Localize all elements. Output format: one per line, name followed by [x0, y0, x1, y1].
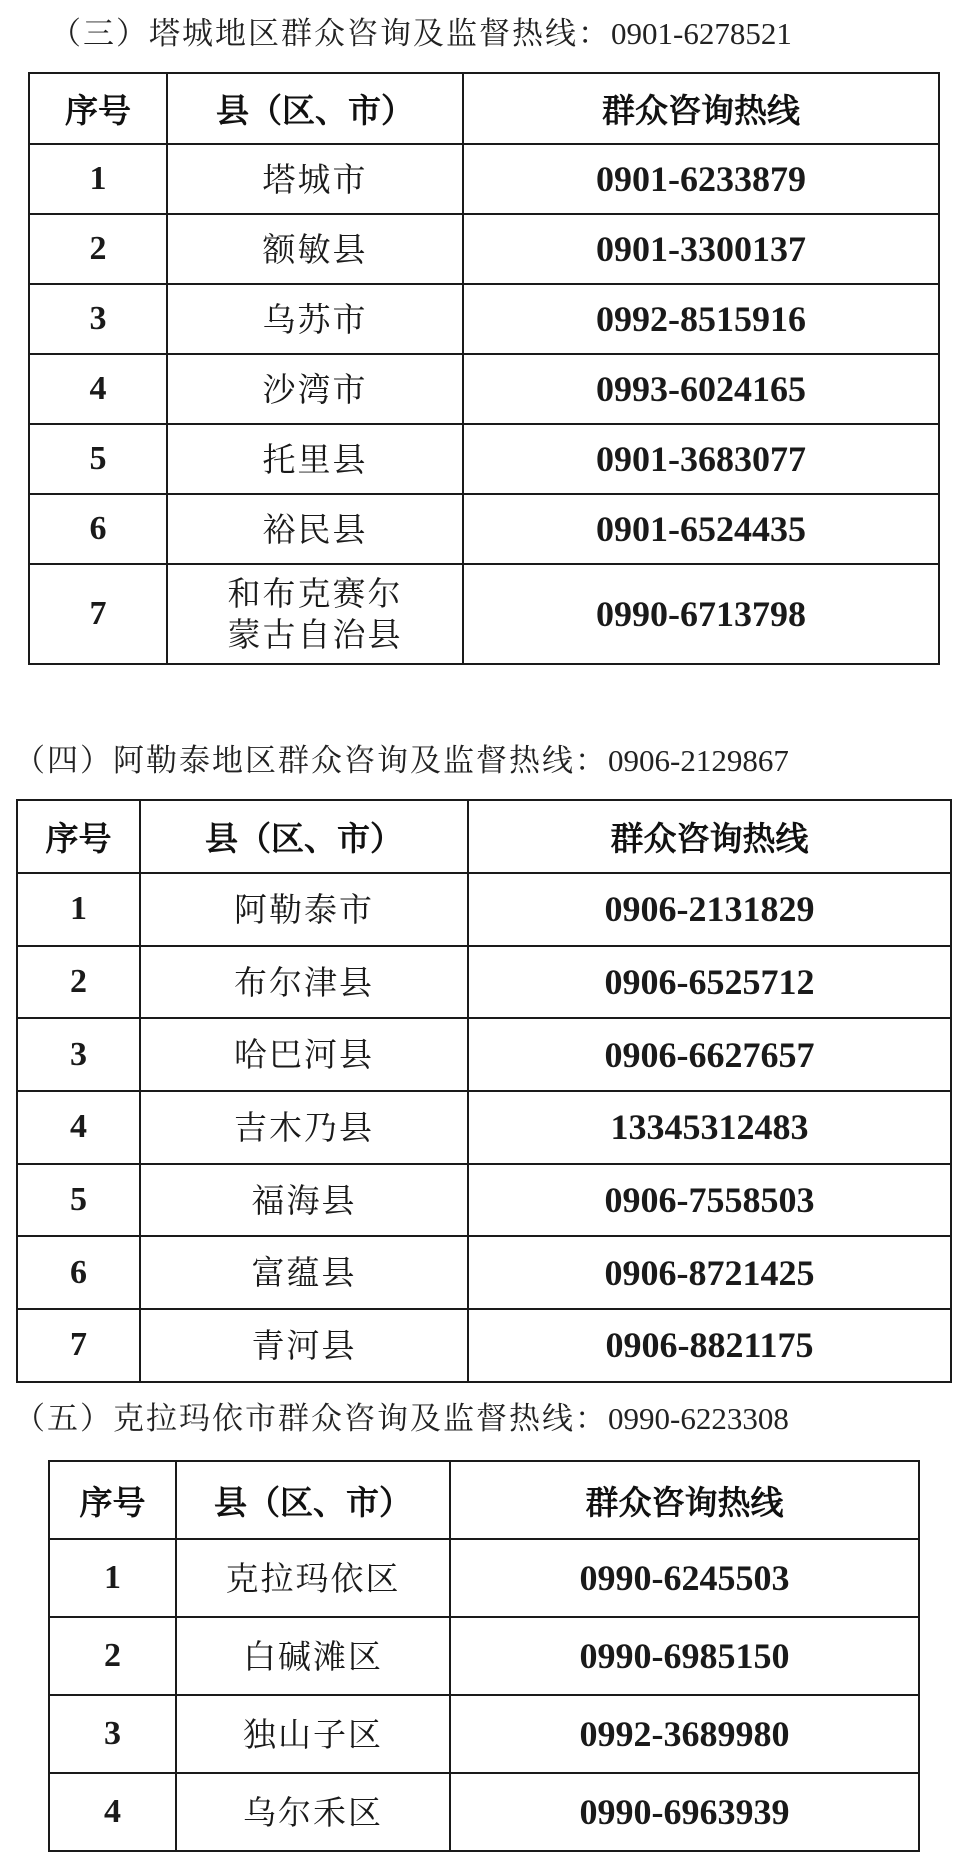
- row-county: 哈巴河县: [140, 1018, 468, 1091]
- table-row: [49, 1617, 919, 1695]
- table-row: [29, 354, 939, 424]
- table-header-row: [29, 73, 939, 144]
- row-phone: 13345312483: [468, 1091, 951, 1164]
- row-county: 乌苏市: [167, 284, 463, 354]
- section-title-text: （五）克拉玛依市群众咨询及监督热线：: [14, 1401, 608, 1437]
- table-row: [17, 1236, 951, 1309]
- row-index: 1: [29, 144, 167, 214]
- row-phone: 0906-7558503: [468, 1164, 951, 1237]
- table-row: [49, 1773, 919, 1851]
- row-index: 4: [29, 354, 167, 424]
- row-index: 2: [49, 1617, 176, 1695]
- header-county: 县（区、市）: [140, 800, 468, 873]
- section-title-text: （四）阿勒泰地区群众咨询及监督热线：: [14, 743, 608, 779]
- row-phone: 0906-6627657: [468, 1018, 951, 1091]
- row-phone: 0901-3683077: [463, 424, 939, 494]
- row-county: 阿勒泰市: [140, 873, 468, 946]
- row-index: 7: [17, 1309, 140, 1382]
- row-index: 5: [17, 1164, 140, 1237]
- row-index: 4: [17, 1091, 140, 1164]
- table-row: [49, 1539, 919, 1617]
- row-county: 青河县: [140, 1309, 468, 1382]
- section-title-tacheng: [50, 8, 792, 53]
- row-phone: 0906-8821175: [468, 1309, 951, 1382]
- row-phone: 0992-8515916: [463, 284, 939, 354]
- header-index: 序号: [49, 1461, 176, 1539]
- row-phone: 0992-3689980: [450, 1695, 919, 1773]
- hotline-table-karamay: [48, 1460, 920, 1852]
- table-row: [29, 144, 939, 214]
- row-county: 额敏县: [167, 214, 463, 284]
- row-county: 吉木乃县: [140, 1091, 468, 1164]
- row-county: 裕民县: [167, 494, 463, 564]
- row-phone: 0990-6985150: [450, 1617, 919, 1695]
- table-row: [17, 1309, 951, 1382]
- section-hotline-number: 0901-6278521: [611, 16, 792, 51]
- row-phone: 0990-6245503: [450, 1539, 919, 1617]
- table-row: [17, 946, 951, 1019]
- row-county-line-2: 蒙古自治县: [227, 615, 403, 654]
- header-hotline: 群众咨询热线: [463, 73, 939, 144]
- table-row: [49, 1695, 919, 1773]
- header-index: 序号: [29, 73, 167, 144]
- table-row: [29, 564, 939, 664]
- table-row: [29, 494, 939, 564]
- row-county: 克拉玛依区: [176, 1539, 450, 1617]
- hotline-table-tacheng: [28, 72, 940, 665]
- row-phone: 0901-6524435: [463, 494, 939, 564]
- table-row: [29, 424, 939, 494]
- row-index: 2: [29, 214, 167, 284]
- row-county: 福海县: [140, 1164, 468, 1237]
- header-county: 县（区、市）: [167, 73, 463, 144]
- row-index: 4: [49, 1773, 176, 1851]
- row-county-line-1: 和布克赛尔: [227, 574, 403, 613]
- table-header-row: [49, 1461, 919, 1539]
- row-index: 1: [17, 873, 140, 946]
- header-index: 序号: [17, 800, 140, 873]
- row-index: 5: [29, 424, 167, 494]
- section-hotline-number: 0990-6223308: [608, 1401, 789, 1436]
- row-phone: 0906-6525712: [468, 946, 951, 1019]
- section-title-karamay: [14, 1393, 789, 1438]
- row-index: 6: [17, 1236, 140, 1309]
- header-county: 县（区、市）: [176, 1461, 450, 1539]
- table-row: [29, 214, 939, 284]
- header-hotline: 群众咨询热线: [468, 800, 951, 873]
- section-title-text: （三）塔城地区群众咨询及监督热线：: [50, 16, 611, 52]
- row-index: 1: [49, 1539, 176, 1617]
- row-phone: 0906-8721425: [468, 1236, 951, 1309]
- table-header-row: [17, 800, 951, 873]
- row-phone: 0990-6963939: [450, 1773, 919, 1851]
- row-county: 白碱滩区: [176, 1617, 450, 1695]
- table-row: [17, 1091, 951, 1164]
- section-title-altay: [14, 735, 789, 780]
- table-row: [17, 873, 951, 946]
- row-index: 3: [49, 1695, 176, 1773]
- row-county: [167, 564, 463, 664]
- row-county: 布尔津县: [140, 946, 468, 1019]
- row-phone: 0901-3300137: [463, 214, 939, 284]
- table-row: [17, 1018, 951, 1091]
- row-index: 3: [17, 1018, 140, 1091]
- hotline-table-altay: [16, 799, 952, 1383]
- row-phone: 0906-2131829: [468, 873, 951, 946]
- row-county: 乌尔禾区: [176, 1773, 450, 1851]
- row-county: 塔城市: [167, 144, 463, 214]
- section-hotline-number: 0906-2129867: [608, 743, 789, 778]
- row-phone: 0993-6024165: [463, 354, 939, 424]
- row-index: 3: [29, 284, 167, 354]
- row-index: 2: [17, 946, 140, 1019]
- row-phone: 0990-6713798: [463, 564, 939, 664]
- table-row: [29, 284, 939, 354]
- row-index: 6: [29, 494, 167, 564]
- row-county: 托里县: [167, 424, 463, 494]
- row-county: 富蕴县: [140, 1236, 468, 1309]
- header-hotline: 群众咨询热线: [450, 1461, 919, 1539]
- row-phone: 0901-6233879: [463, 144, 939, 214]
- table-row: [17, 1164, 951, 1237]
- row-county: 独山子区: [176, 1695, 450, 1773]
- row-index: 7: [29, 564, 167, 664]
- row-county: 沙湾市: [167, 354, 463, 424]
